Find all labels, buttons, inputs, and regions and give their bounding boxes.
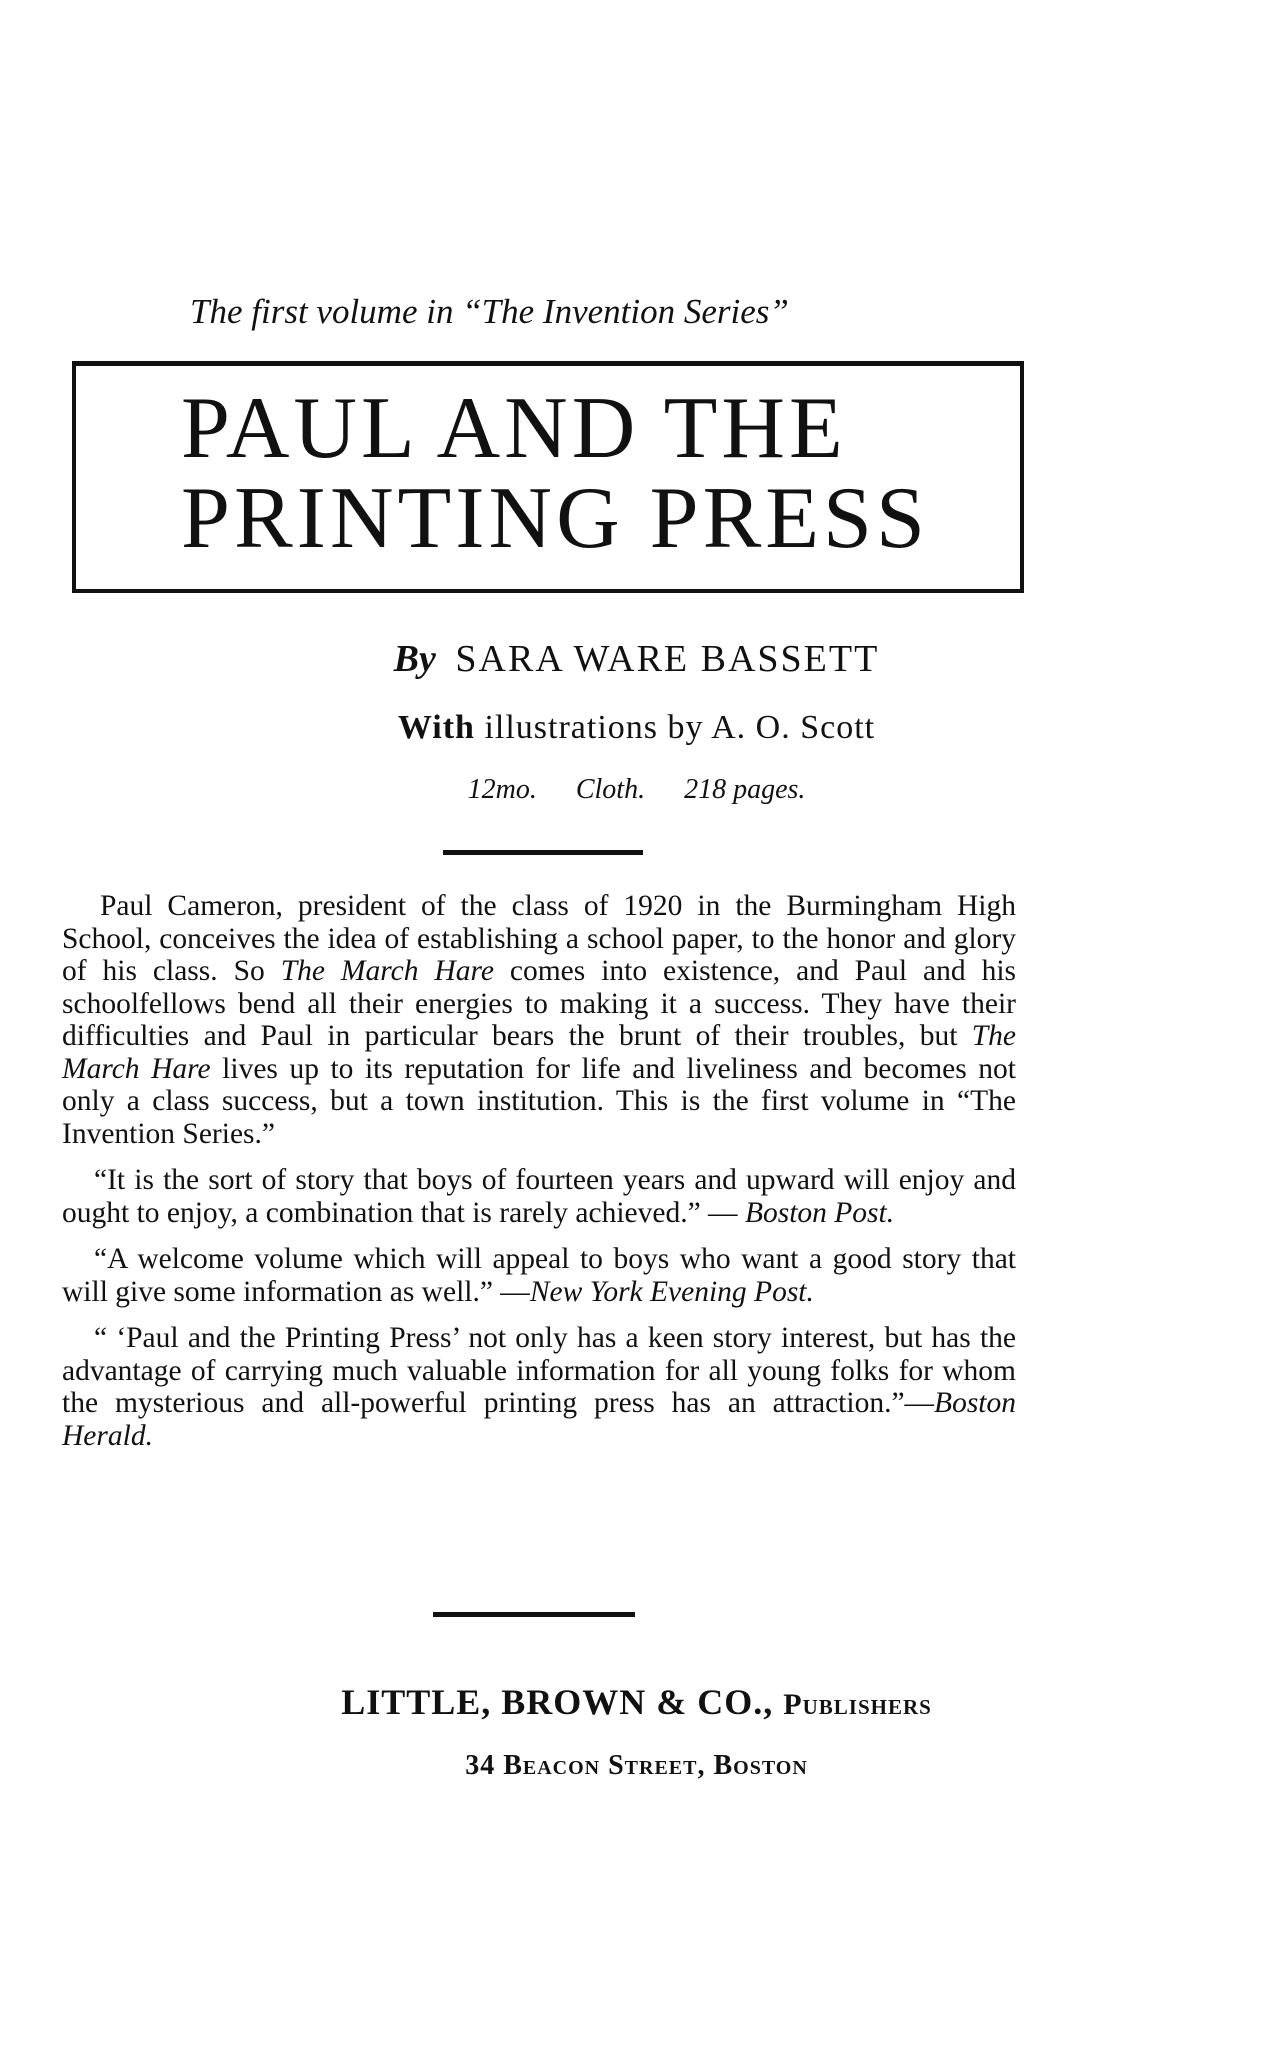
review-source: Boston Herald. bbox=[62, 1387, 1016, 1452]
author-name: SARA WARE BASSETT bbox=[455, 638, 880, 680]
byline bbox=[0, 636, 1273, 682]
review-quote: “ ‘Paul and the Printing Press’ not only has a keen story interest, but has the advantage of carrying much valuable information for all young folks for whom the mysterious and all-powerful printing press has an attraction.”—Boston Herald. bbox=[62, 1322, 1016, 1452]
book-title bbox=[181, 380, 1001, 567]
divider-rule-bottom bbox=[433, 1612, 635, 1617]
review-source: New York Evening Post. bbox=[529, 1275, 814, 1308]
illustrator-line bbox=[0, 706, 1273, 750]
series-name: “The Invention Series” bbox=[462, 292, 789, 331]
magazine-title: The March Hare bbox=[62, 1020, 1016, 1085]
illustrator-text: illustrations by A. O. Scott bbox=[484, 709, 876, 746]
review-source: Boston Post. bbox=[744, 1196, 895, 1229]
format-binding: Cloth. bbox=[575, 774, 646, 805]
illustrator-with: With bbox=[397, 709, 475, 746]
divider-rule-top bbox=[443, 850, 643, 855]
publisher-line bbox=[0, 1680, 1273, 1727]
magazine-title: The March Hare bbox=[280, 955, 494, 987]
publisher-address: 34 Beacon Street, Boston bbox=[465, 1750, 808, 1781]
title-box bbox=[72, 361, 1024, 593]
publisher-role: Publishers bbox=[783, 1688, 932, 1721]
byline-by: By bbox=[393, 638, 436, 680]
title-line-1: PAUL AND THE bbox=[181, 380, 847, 477]
series-prefix: The first volume in bbox=[190, 292, 454, 331]
book-description-section bbox=[62, 890, 1016, 1466]
publisher-name: LITTLE, BROWN & CO., bbox=[341, 1682, 774, 1722]
description-paragraph: Paul Cameron, president of the class of 1920 in the Burmingham High School, conceives the idea of establishing a school paper, to the honor and glory of his class. So The March Hare comes into existence, and Paul and his schoolfellows bend all their energies to making it a success. They have their difficulties and Paul in particular bears the brunt of their troubles, but The March Hare lives up to its reputation for life and liveliness and becomes not only a class success, but a town institution. This is the first volume in “The Invention Series.” bbox=[62, 890, 1017, 1150]
review-quote: “A welcome volume which will appeal to boys who want a good story that will give some information as well.” —New York Evening Post. bbox=[62, 1243, 1016, 1308]
title-line-2: PRINTING PRESS bbox=[181, 470, 929, 567]
series-line bbox=[190, 290, 990, 334]
format-size: 12mo. bbox=[467, 774, 537, 805]
format-pages: 218 pages. bbox=[684, 774, 806, 805]
book-format bbox=[0, 772, 1273, 808]
review-quote: “It is the sort of story that boys of fourteen years and upward will enjoy and ought to enjoy, a combination that is rarely achieved.” — Boston Post. bbox=[62, 1164, 1016, 1229]
